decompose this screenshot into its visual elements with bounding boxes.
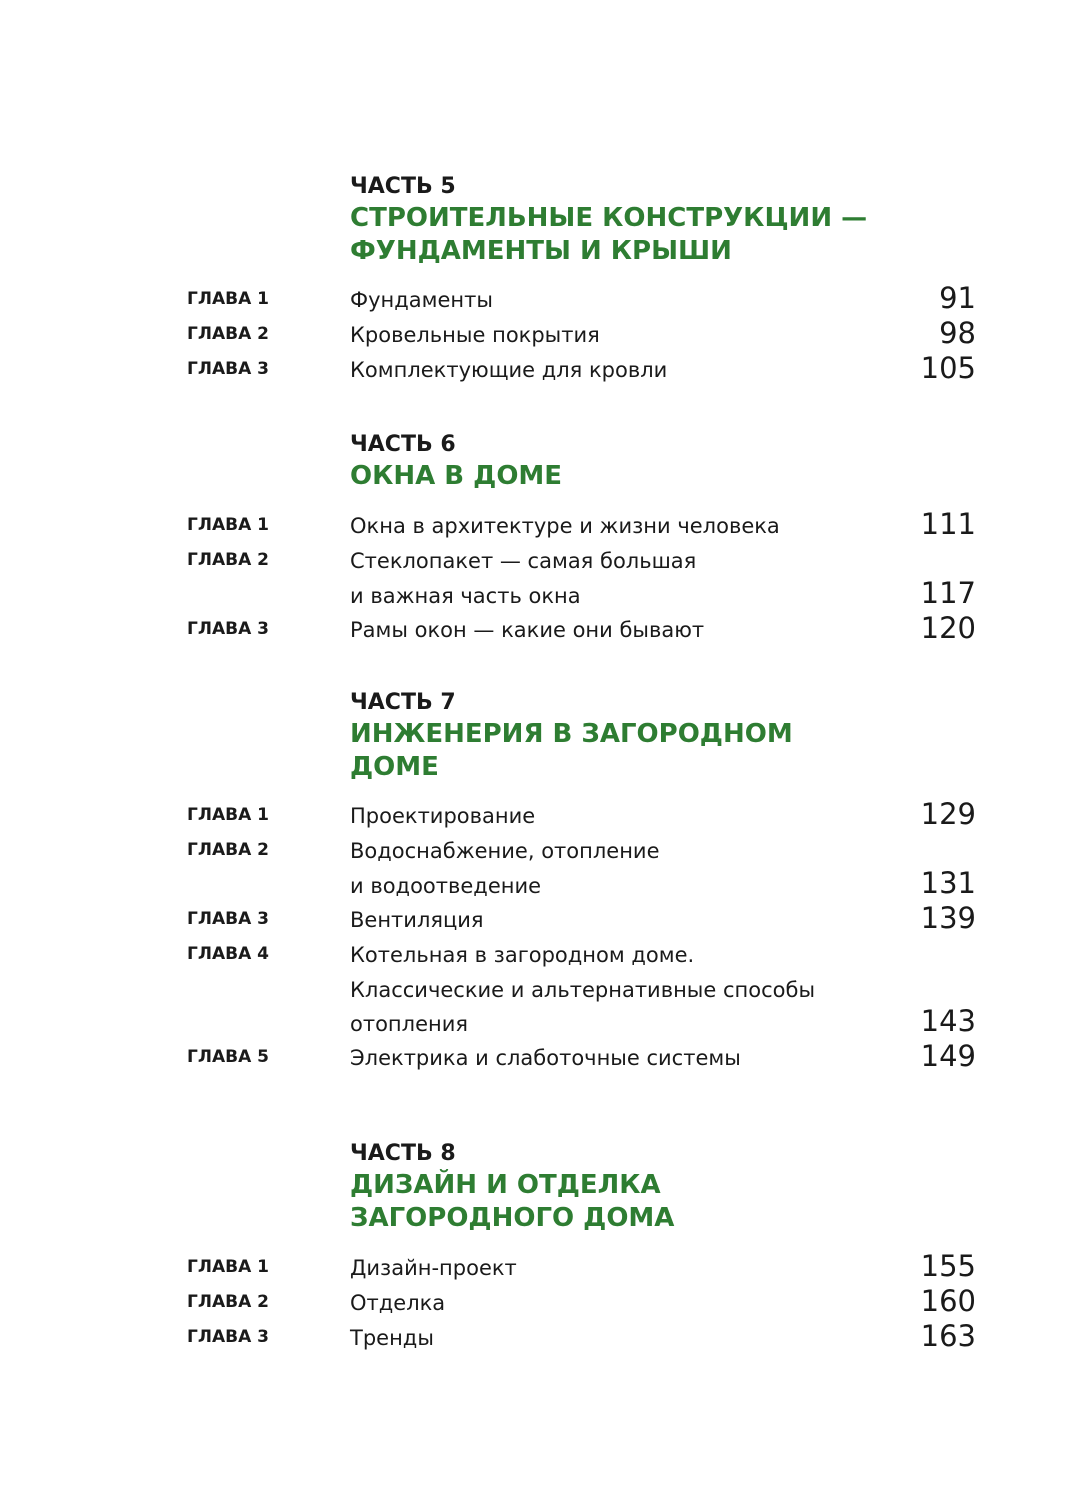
- part-title-line: ФУНДАМЕНТЫ И КРЫШИ: [350, 236, 732, 266]
- chapter-label: ГЛАВА 2: [187, 1292, 269, 1312]
- toc-entry[interactable]: [0, 1041, 1090, 1076]
- part-title-line: СТРОИТЕЛЬНЫЕ КОНСТРУКЦИИ —: [350, 203, 868, 233]
- toc-entry[interactable]: [0, 509, 1090, 544]
- part-label: ЧАСТЬ 8: [350, 1141, 456, 1166]
- toc-entry[interactable]: [0, 613, 1090, 648]
- chapter-title-line: Фундаменты: [350, 288, 493, 312]
- chapter-title-line: Рамы окон — какие они бывают: [350, 618, 705, 642]
- chapter-label: ГЛАВА 3: [187, 359, 269, 379]
- toc-entry[interactable]: [0, 283, 1090, 318]
- chapter-title-line: Классические и альтернативные способы: [350, 977, 816, 1002]
- part-label: ЧАСТЬ 7: [350, 690, 456, 715]
- part-title: [350, 202, 910, 268]
- chapter-title-line: Проектирование: [350, 804, 536, 828]
- chapter-title: [350, 1041, 910, 1076]
- part-label: ЧАСТЬ 5: [350, 174, 456, 199]
- chapter-title: [350, 903, 910, 938]
- page-number: 117: [920, 576, 976, 610]
- toc-entry[interactable]: [0, 938, 1090, 1041]
- chapter-title-line: Вентиляция: [350, 908, 484, 932]
- toc-entry[interactable]: [0, 318, 1090, 353]
- part-title: [350, 1169, 910, 1235]
- page-number: 139: [920, 901, 976, 935]
- chapter-label: ГЛАВА 4: [187, 944, 269, 964]
- toc-entry[interactable]: [0, 1251, 1090, 1286]
- chapter-label: ГЛАВА 3: [187, 1327, 269, 1347]
- chapter-title-line: отопления: [350, 1012, 469, 1036]
- page-number: 149: [920, 1039, 976, 1073]
- part-title-line: ДИЗАЙН И ОТДЕЛКА: [350, 1170, 661, 1200]
- toc-entry[interactable]: [0, 903, 1090, 938]
- chapter-title: [350, 509, 910, 544]
- chapter-title: [350, 613, 910, 648]
- chapter-label: ГЛАВА 2: [187, 840, 269, 860]
- toc-entry[interactable]: [0, 834, 1090, 903]
- page-number: 143: [920, 1004, 976, 1038]
- part-title-line: ЗАГОРОДНОГО ДОМА: [350, 1203, 675, 1233]
- chapter-title-line: и важная часть окна: [350, 583, 581, 608]
- chapter-title: [350, 353, 910, 388]
- page-number: 105: [920, 351, 976, 385]
- chapter-title-line: Электрика и слаботочные системы: [350, 1046, 741, 1070]
- chapter-label: ГЛАВА 2: [187, 324, 269, 344]
- chapter-title: [350, 938, 910, 1042]
- chapter-label: ГЛАВА 1: [187, 515, 269, 535]
- chapter-title-line: Стеклопакет — самая большая: [350, 549, 697, 573]
- page-number: 163: [920, 1319, 976, 1353]
- chapter-label: ГЛАВА 5: [187, 1047, 269, 1067]
- toc-entry[interactable]: [0, 1286, 1090, 1321]
- page-number: 129: [920, 797, 976, 831]
- part-6-chapters: [0, 509, 1090, 648]
- chapter-title: [350, 283, 910, 318]
- chapter-title: [350, 834, 910, 903]
- chapter-title: [350, 318, 910, 353]
- page-number: 111: [920, 507, 976, 541]
- chapter-title-line: и водоотведение: [350, 873, 542, 898]
- chapter-label: ГЛАВА 3: [187, 619, 269, 639]
- page-number: 160: [920, 1284, 976, 1318]
- part-title-line: ДОМЕ: [350, 752, 439, 782]
- part-8-chapters: [0, 1251, 1090, 1356]
- part-title: [350, 460, 910, 493]
- page-number: 98: [939, 316, 976, 350]
- page-number: 131: [920, 866, 976, 900]
- chapter-label: ГЛАВА 1: [187, 805, 269, 825]
- chapter-title-line: Комплектующие для кровли: [350, 358, 668, 382]
- toc-entry[interactable]: [0, 799, 1090, 834]
- part-7-chapters: [0, 799, 1090, 1076]
- chapter-label: ГЛАВА 3: [187, 909, 269, 929]
- part-5-chapters: [0, 283, 1090, 388]
- page-number: 91: [939, 281, 976, 315]
- chapter-title: [350, 544, 910, 613]
- toc-entry[interactable]: [0, 353, 1090, 388]
- chapter-title: [350, 1286, 910, 1321]
- chapter-title-line: Тренды: [350, 1326, 434, 1350]
- toc-entry[interactable]: [0, 544, 1090, 613]
- part-title-line: ИНЖЕНЕРИЯ В ЗАГОРОДНОМ: [350, 719, 793, 749]
- chapter-title-line: Дизайн-проект: [350, 1256, 517, 1280]
- chapter-title-line: Котельная в загородном доме.: [350, 943, 695, 967]
- chapter-title-line: Кровельные покрытия: [350, 323, 600, 347]
- page-number: 120: [920, 611, 976, 645]
- chapter-title: [350, 1251, 910, 1286]
- page-number: 155: [920, 1249, 976, 1283]
- chapter-title-line: Водоснабжение, отопление: [350, 839, 660, 863]
- part-title-line: ОКНА В ДОМЕ: [350, 461, 563, 491]
- chapter-label: ГЛАВА 1: [187, 289, 269, 309]
- toc-entry[interactable]: [0, 1321, 1090, 1356]
- chapter-label: ГЛАВА 1: [187, 1257, 269, 1277]
- chapter-title-line: Отделка: [350, 1291, 446, 1315]
- chapter-label: ГЛАВА 2: [187, 550, 269, 570]
- part-label: ЧАСТЬ 6: [350, 432, 456, 457]
- chapter-title: [350, 799, 910, 834]
- chapter-title-line: Окна в архитектуре и жизни человека: [350, 514, 780, 538]
- part-title: [350, 718, 910, 784]
- chapter-title: [350, 1321, 910, 1356]
